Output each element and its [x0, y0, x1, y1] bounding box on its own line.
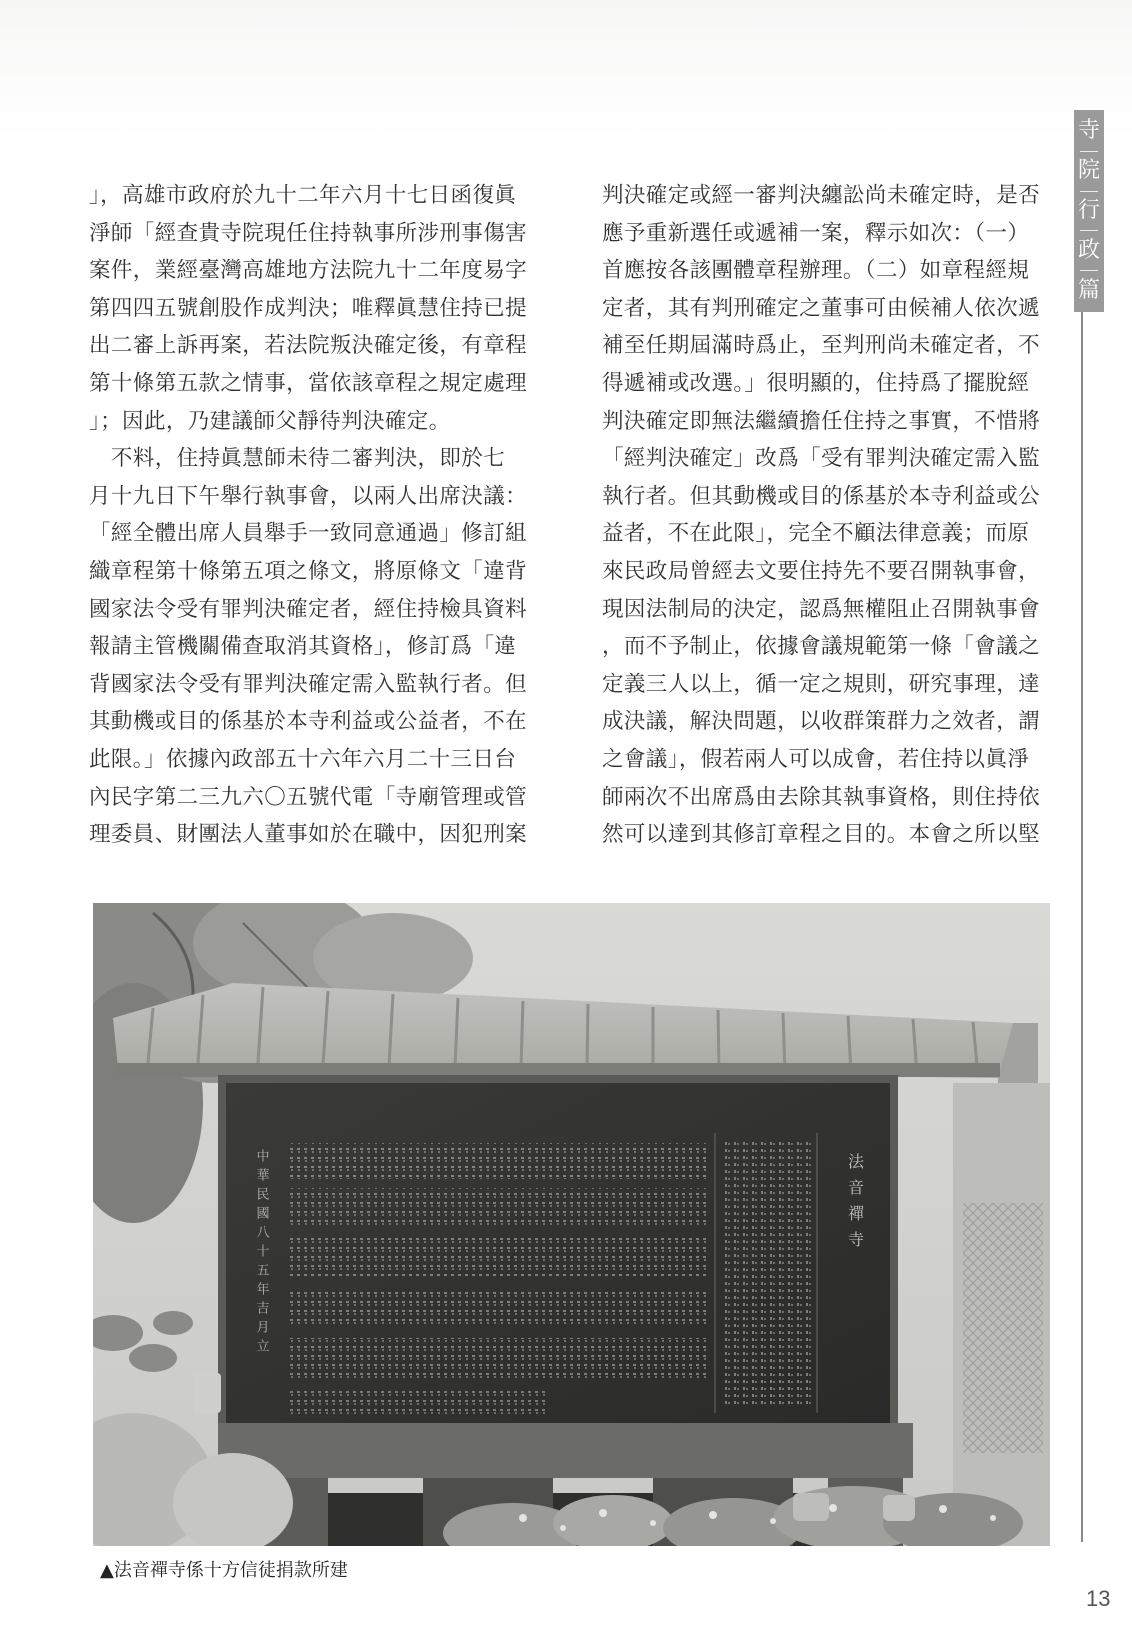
page-number: 13: [1086, 1586, 1111, 1611]
text-line: 判決確定即無法繼續擔任住持之事實，不惜將: [602, 408, 1041, 434]
text-line: 」，高雄市政府於九十二年六月十七日函復眞: [89, 183, 517, 208]
section-tab-char: 院: [1077, 158, 1100, 184]
section-tab-char: 政: [1077, 237, 1100, 263]
text-line: 來民政局曾經去文要住持先不要召開執事會，: [602, 558, 1041, 584]
text-line: 現因法制局的決定，認爲無權阻止召開執事會: [602, 596, 1041, 622]
stele-illustration: [93, 903, 1050, 1546]
text-line: 織章程第十條第五項之條文，將原條文「違背: [89, 558, 528, 584]
text-line: 國家法令受有罪判決確定者，經住持檢具資料: [89, 596, 528, 622]
section-tab-divider: [1080, 151, 1098, 152]
text-line: 然可以達到其修訂章程之目的。本會之所以堅: [602, 822, 1041, 848]
text-line: 益者，不在此限」，完全不顧法律意義；而原: [602, 521, 1030, 547]
stele-date-text: 中華民國八十五年吉月立: [253, 1149, 269, 1358]
text-line: 之會議」，假若兩人可以成會，若住持以眞淨: [602, 746, 1030, 772]
temple-stele-photo: [93, 903, 1050, 1546]
text-line: 定義三人以上，循一定之規則，研究事理，達: [602, 671, 1041, 697]
text-line: 報請主管機關備查取消其資格」，修訂爲「違: [89, 634, 517, 660]
text-line: 月十九日下午舉行執事會，以兩人出席決議：: [89, 483, 528, 509]
text-line: 案件，業經臺灣高雄地方法院九十二年度易字: [89, 258, 528, 284]
text-line: 出二審上訴再案，若法院叛決確定後，有章程: [89, 333, 528, 359]
text-line: 得遞補或改選。」很明顯的，住持爲了擺脫經: [602, 370, 1030, 396]
text-line: ，而不予制止，依據會議規範第一條「會議之: [602, 634, 1041, 660]
text-line: 內民字第二三九六〇五號代電「寺廟管理或管: [89, 784, 528, 810]
text-line: 」；因此，乃建議師父靜待判決確定。: [89, 408, 451, 434]
stele-heading-text: 法音禪寺: [845, 1153, 865, 1257]
section-tab-divider: [1080, 191, 1098, 192]
section-tab-divider: [1080, 270, 1098, 271]
photo-caption: ▲法音禪寺係十方信徒捐款所建: [100, 1560, 348, 1581]
text-line: 成決議，解決問題，以收群策群力之效者，謂: [602, 709, 1041, 735]
stele-monument: [218, 1075, 898, 1430]
text-line: 理委員、財團法人董事如於在職中，因犯刑案: [89, 822, 528, 848]
section-tab-char: 寺: [1077, 118, 1100, 144]
text-line: 師兩次不出席爲由去除其執事資格，則住持依: [602, 784, 1041, 810]
left-text-column: [89, 177, 539, 854]
text-line: 應予重新選任或遞補一案，釋示如次：（一）: [602, 220, 1030, 246]
text-line: 其動機或目的係基於本寺利益或公益者，不在: [89, 709, 528, 735]
text-line: 執行者。但其動機或目的係基於本寺利益或公: [602, 483, 1041, 509]
text-line: 第四四五號創股作成判決；唯釋眞慧住持已提: [89, 295, 528, 321]
right-text-column: [602, 177, 1050, 854]
text-line: 淨師「經查貴寺院現任住持執事所涉刑事傷害: [89, 220, 528, 246]
text-line: 「經判決確定」改爲「受有罪判決確定需入監: [602, 446, 1041, 472]
section-tab-divider: [1080, 230, 1098, 231]
text-line: 此限。」依據內政部五十六年六月二十三日台: [89, 746, 517, 772]
text-line: 「經全體出席人員舉手一致同意通過」修訂組: [89, 521, 528, 547]
text-line: 定者，其有判刑確定之董事可由候補人依次遞: [602, 295, 1041, 321]
section-tab-char: 篇: [1077, 277, 1100, 303]
text-line: 背國家法令受有罪判決確定需入監執行者。但: [89, 671, 528, 697]
text-line: 第十條第五款之情事，當依該章程之規定處理: [89, 370, 528, 396]
section-tab: [1074, 110, 1104, 312]
text-line: 首應按各該團體章程辦理。（二）如章程經規: [602, 258, 1030, 284]
section-tab-char: 行: [1077, 197, 1100, 223]
side-rule: [1081, 312, 1083, 1542]
text-line: 判決確定或經一審判決纏訟尚未確定時，是否: [602, 183, 1041, 208]
text-line: 補至任期屆滿時爲止，至判刑尚未確定者，不: [602, 333, 1041, 359]
text-line: 不料，住持眞慧師未待二審判決，即於七: [89, 446, 506, 472]
